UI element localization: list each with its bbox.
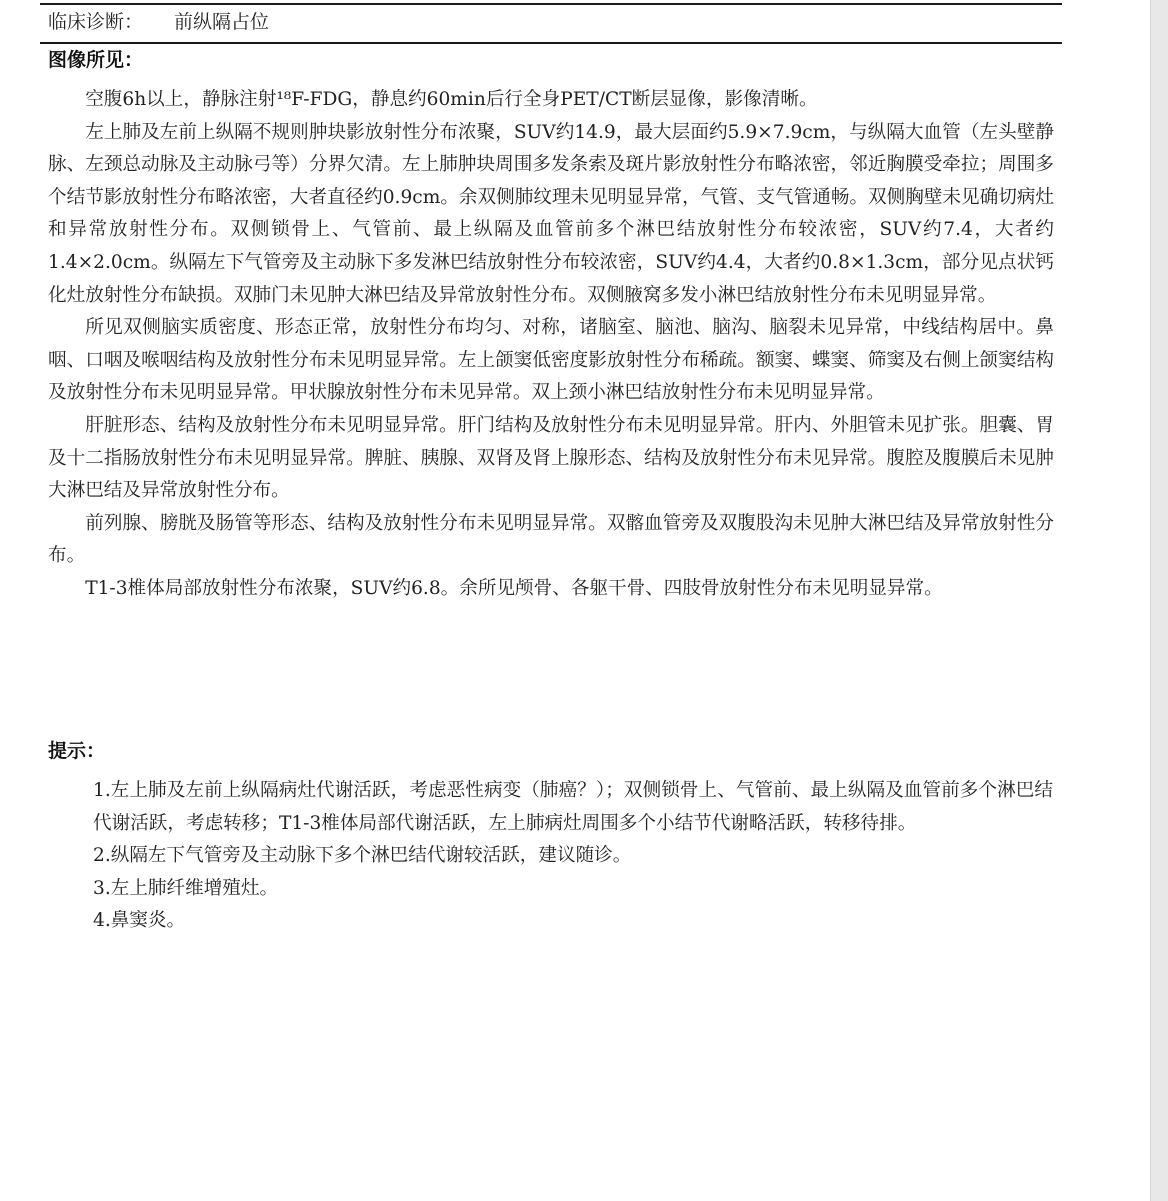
top-divider <box>40 3 1062 5</box>
findings-paragraph: 所见双侧脑实质密度、形态正常，放射性分布均匀、对称，诸脑室、脑池、脑沟、脑裂未见异常，中线结构居中。鼻咽、口咽及喉咽结构及放射性分布未见明显异常。左上颌窦低密度影放射性分布稀疏。额窦、蝶窦、筛窦及右侧上颌窦结构及放射性分布未见明显异常。甲状腺放射性分布未见异常。双上颈小淋巴结放射性分布未见明显异常。 <box>48 317 1054 404</box>
clinical-diagnosis-value: 前纵隔占位 <box>174 11 270 33</box>
findings-body <box>48 84 1054 606</box>
section-divider <box>40 42 1062 44</box>
findings-paragraph: 前列腺、膀胱及肠管等形态、结构及放射性分布未见明显异常。双髂血管旁及双腹股沟未见肿大淋巴结及异常放射性分布。 <box>48 512 1054 567</box>
tip-item: 4.鼻窦炎。 <box>93 910 186 932</box>
page-edge-gutter <box>1150 0 1168 1201</box>
tip-item: 1.左上肺及左前上纵隔病灶代谢活跃，考虑恶性病变（肺癌？）；双侧锁骨上、气管前、最上纵隔及血管前多个淋巴结代谢活跃，考虑转移；T1-3椎体局部代谢活跃，左上肺病灶周围多个小结节代谢略活跃，转移待排。 <box>93 780 1053 834</box>
findings-heading: 图像所见： <box>48 49 144 71</box>
findings-paragraph: 空腹6h以上，静脉注射¹⁸F-FDG，静息约60min后行全身PET/CT断层显像，影像清晰。 <box>85 89 818 110</box>
tips-heading: 提示： <box>48 740 106 762</box>
tip-item: 3.左上肺纤维增殖灶。 <box>93 877 279 899</box>
clinical-diagnosis-label: 临床诊断： <box>48 11 144 33</box>
clinical-diagnosis-row <box>48 8 269 36</box>
findings-paragraph: 肝脏形态、结构及放射性分布未见明显异常。肝门结构及放射性分布未见明显异常。肝内、外胆管未见扩张。胆囊、胃及十二指肠放射性分布未见明显异常。脾脏、胰腺、双肾及肾上腺形态、结构及放射性分布未见异常。腹腔及腹膜后未见肿大淋巴结及异常放射性分布。 <box>48 414 1054 502</box>
tip-item: 2.纵隔左下气管旁及主动脉下多个淋巴结代谢较活跃，建议随诊。 <box>93 845 632 867</box>
tips-list <box>93 775 1053 938</box>
findings-paragraph: 左上肺及左前上纵隔不规则肿块影放射性分布浓聚，SUV约14.9，最大层面约5.9×7.9cm，与纵隔大血管（左头壁静脉、左颈总动脉及主动脉弓等）分界欠清。左上肺肿块周围多发条索及斑片影放射性分布略浓密，邻近胸膜受牵拉；周围多个结节影放射性分布略浓密，大者直径约0.9cm。余双侧肺纹理未见明显异常，气管、支气管通畅。双侧胸壁未见确切病灶和异常放射性分布。双侧锁骨上、气管前、最上纵隔及血管前多个淋巴结放射性分布较浓密，SUV约7.4，大者约1.4×2.0cm。纵隔左下气管旁及主动脉下多发淋巴结放射性分布较浓密，SUV约4.4，大者约0.8×1.3cm，部分见点状钙化灶放射性分布缺损。双肺门未见肿大淋巴结及异常放射性分布。双侧腋窝多发小淋巴结放射性分布未见明显异常。 <box>48 121 1054 306</box>
findings-paragraph: T1-3椎体局部放射性分布浓聚，SUV约6.8。余所见颅骨、各躯干骨、四肢骨放射性分布未见明显异常。 <box>85 577 943 599</box>
